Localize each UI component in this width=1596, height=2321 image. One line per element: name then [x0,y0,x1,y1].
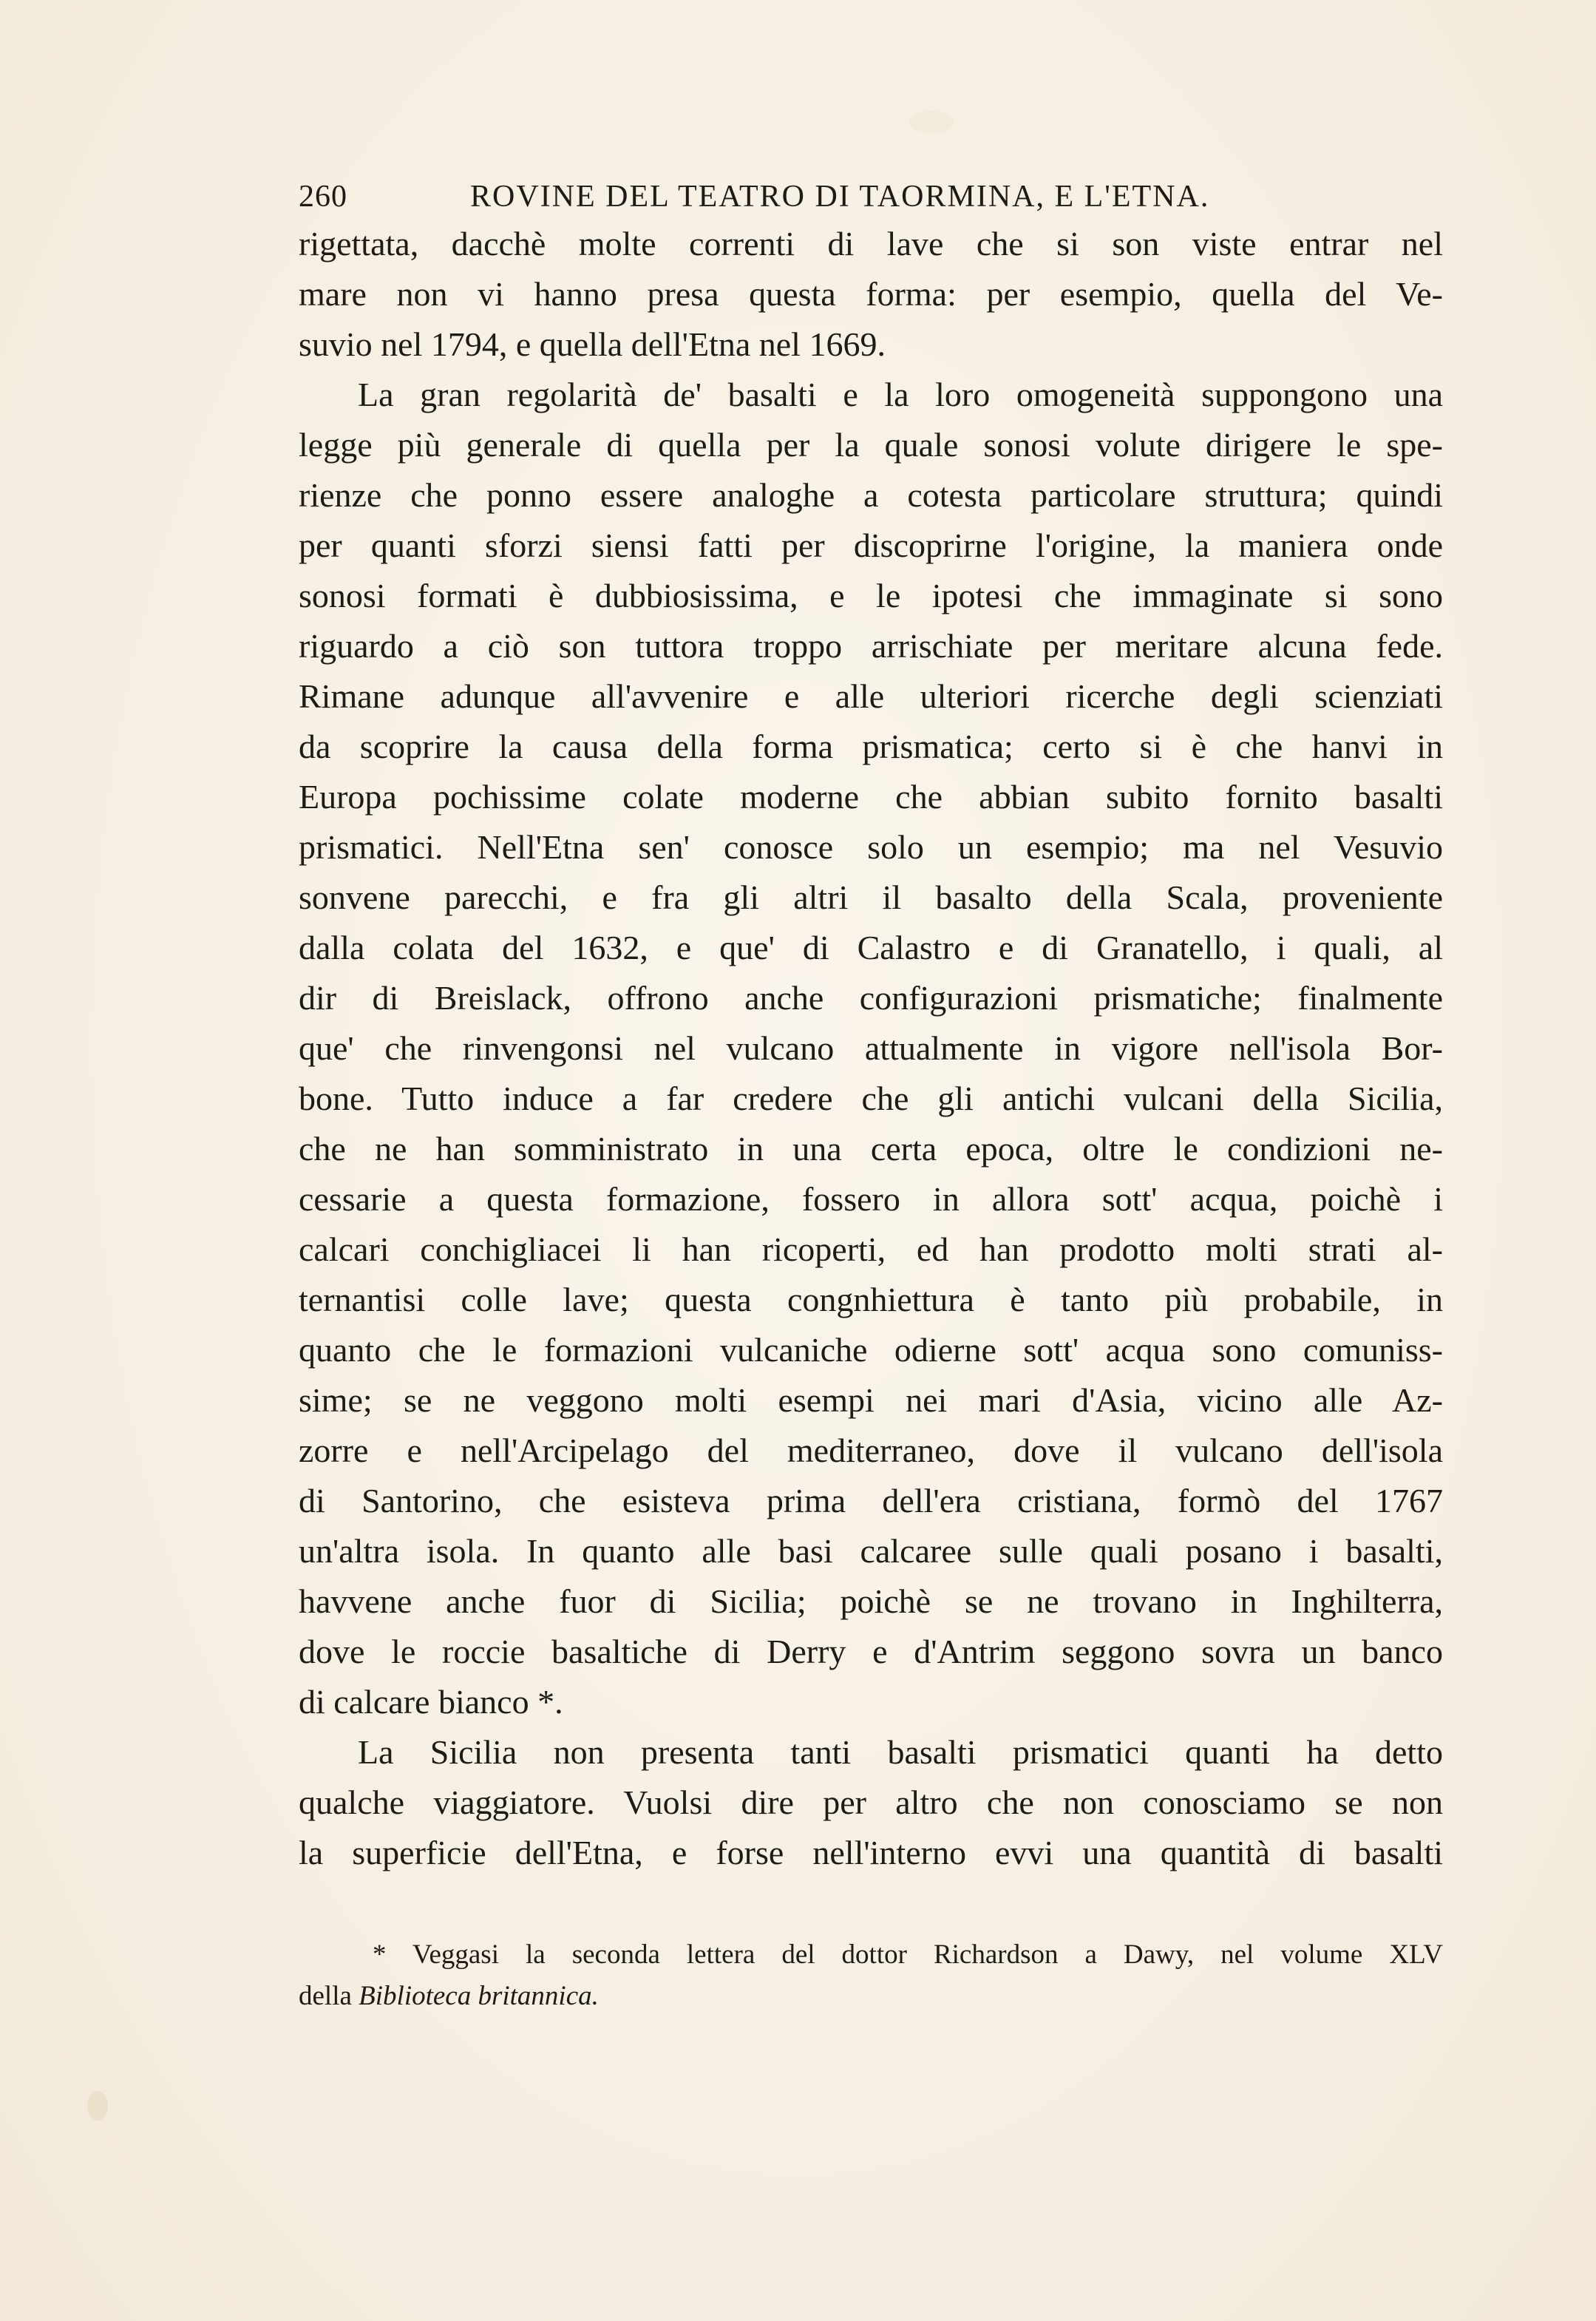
text-line: che ne han somministrato in una certa epoca, oltre le condizioni ne- [299,1130,1443,1168]
footnote-line [299,1976,1443,2017]
text-line: di Santorino, che esisteva prima dell'era cristiana, formò del 1767 [299,1482,1443,1519]
text-line: dalla colata del 1632, e que' di Calastro e di Granatello, i quali, al [299,929,1443,966]
text-line: da scoprire la causa della forma prismatica; certo si è che hanvi in [299,728,1443,765]
text-line: ternantisi colle lave; questa congnhiettura è tanto più probabile, in [299,1281,1443,1318]
text-line: sonvene parecchi, e fra gli altri il basalto della Scala, proveniente [299,878,1443,916]
paper-stain [909,111,954,133]
page-number: 260 [299,180,347,214]
text-line: Rimane adunque all'avvenire e alle ulteriori ricerche degli scienziati [299,677,1443,715]
text-line: mare non vi hanno presa questa forma: per esempio, quella del Ve- [299,275,1443,313]
text-line: riguardo a ciò son tuttora troppo arrischiate per meritare alcuna fede. [299,627,1443,665]
footnote [299,1934,1443,2017]
text-line: qualche viaggiatore. Vuolsi dire per altro che non conosciamo se non [299,1783,1443,1821]
footnote-line: * Veggasi la seconda lettera del dottor Richardson a Dawy, nel volume XLV [373,1939,1443,1970]
footnote-title: Biblioteca britannica. [359,1981,599,2011]
text-line: cessarie a questa formazione, fossero in allora sott' acqua, poichè i [299,1180,1443,1218]
text-line: un'altra isola. In quanto alle basi calcaree sulle quali posano i basalti, [299,1532,1443,1570]
text-line: per quanti sforzi siensi fatti per discoprirne l'origine, la maniera onde [299,526,1443,564]
text-line: quanto che le formazioni vulcaniche odierne sott' acqua sono comuniss- [299,1331,1443,1369]
text-line: La gran regolarità de' basalti e la loro omogeneità suppongono una [358,376,1443,413]
text-line: rigettata, dacchè molte correnti di lave che si son viste entrar nel [299,225,1443,262]
text-line: La Sicilia non presenta tanti basalti prismatici quanti ha detto [358,1733,1443,1771]
text-line: calcari conchigliacei li han ricoperti, ed han prodotto molti strati al- [299,1230,1443,1268]
text-line: zorre e nell'Arcipelago del mediterraneo, dove il vulcano dell'isola [299,1431,1443,1469]
text-line: que' che rinvengonsi nel vulcano attualmente in vigore nell'isola Bor- [299,1029,1443,1067]
text-line: sonosi formati è dubbiosissima, e le ipotesi che immaginate si sono [299,577,1443,614]
text-line: bone. Tutto induce a far credere che gli antichi vulcani della Sicilia, [299,1080,1443,1117]
text-line: la superficie dell'Etna, e forse nell'interno evvi una quantità di basalti [299,1834,1443,1871]
running-title: ROVINE DEL TEATRO DI TAORMINA, E L'ETNA. [470,180,1210,214]
text-line: dir di Breislack, offrono anche configurazioni prismatiche; finalmente [299,979,1443,1017]
text-line: suvio nel 1794, e quella dell'Etna nel 1669. [299,325,886,363]
text-line: Europa pochissime colate moderne che abbian subito fornito basalti [299,778,1443,816]
paper-stain [87,2091,108,2121]
text-line: havvene anche fuor di Sicilia; poichè se ne trovano in Inghilterra, [299,1582,1443,1620]
text-line: sime; se ne veggono molti esempi nei mari d'Asia, vicino alle Az- [299,1381,1443,1419]
footnote-text: della [299,1981,359,2011]
text-line: rienze che ponno essere analoghe a cotesta particolare struttura; quindi [299,476,1443,514]
text-line: di calcare bianco *. [299,1683,563,1721]
text-line: prismatici. Nell'Etna sen' conosce solo un esempio; ma nel Vesuvio [299,828,1443,866]
text-line: dove le roccie basaltiche di Derry e d'Antrim seggono sovra un banco [299,1633,1443,1670]
text-line: legge più generale di quella per la quale sonosi volute dirigere le spe- [299,426,1443,464]
page-header [299,167,1274,219]
body-text [299,219,1443,1878]
